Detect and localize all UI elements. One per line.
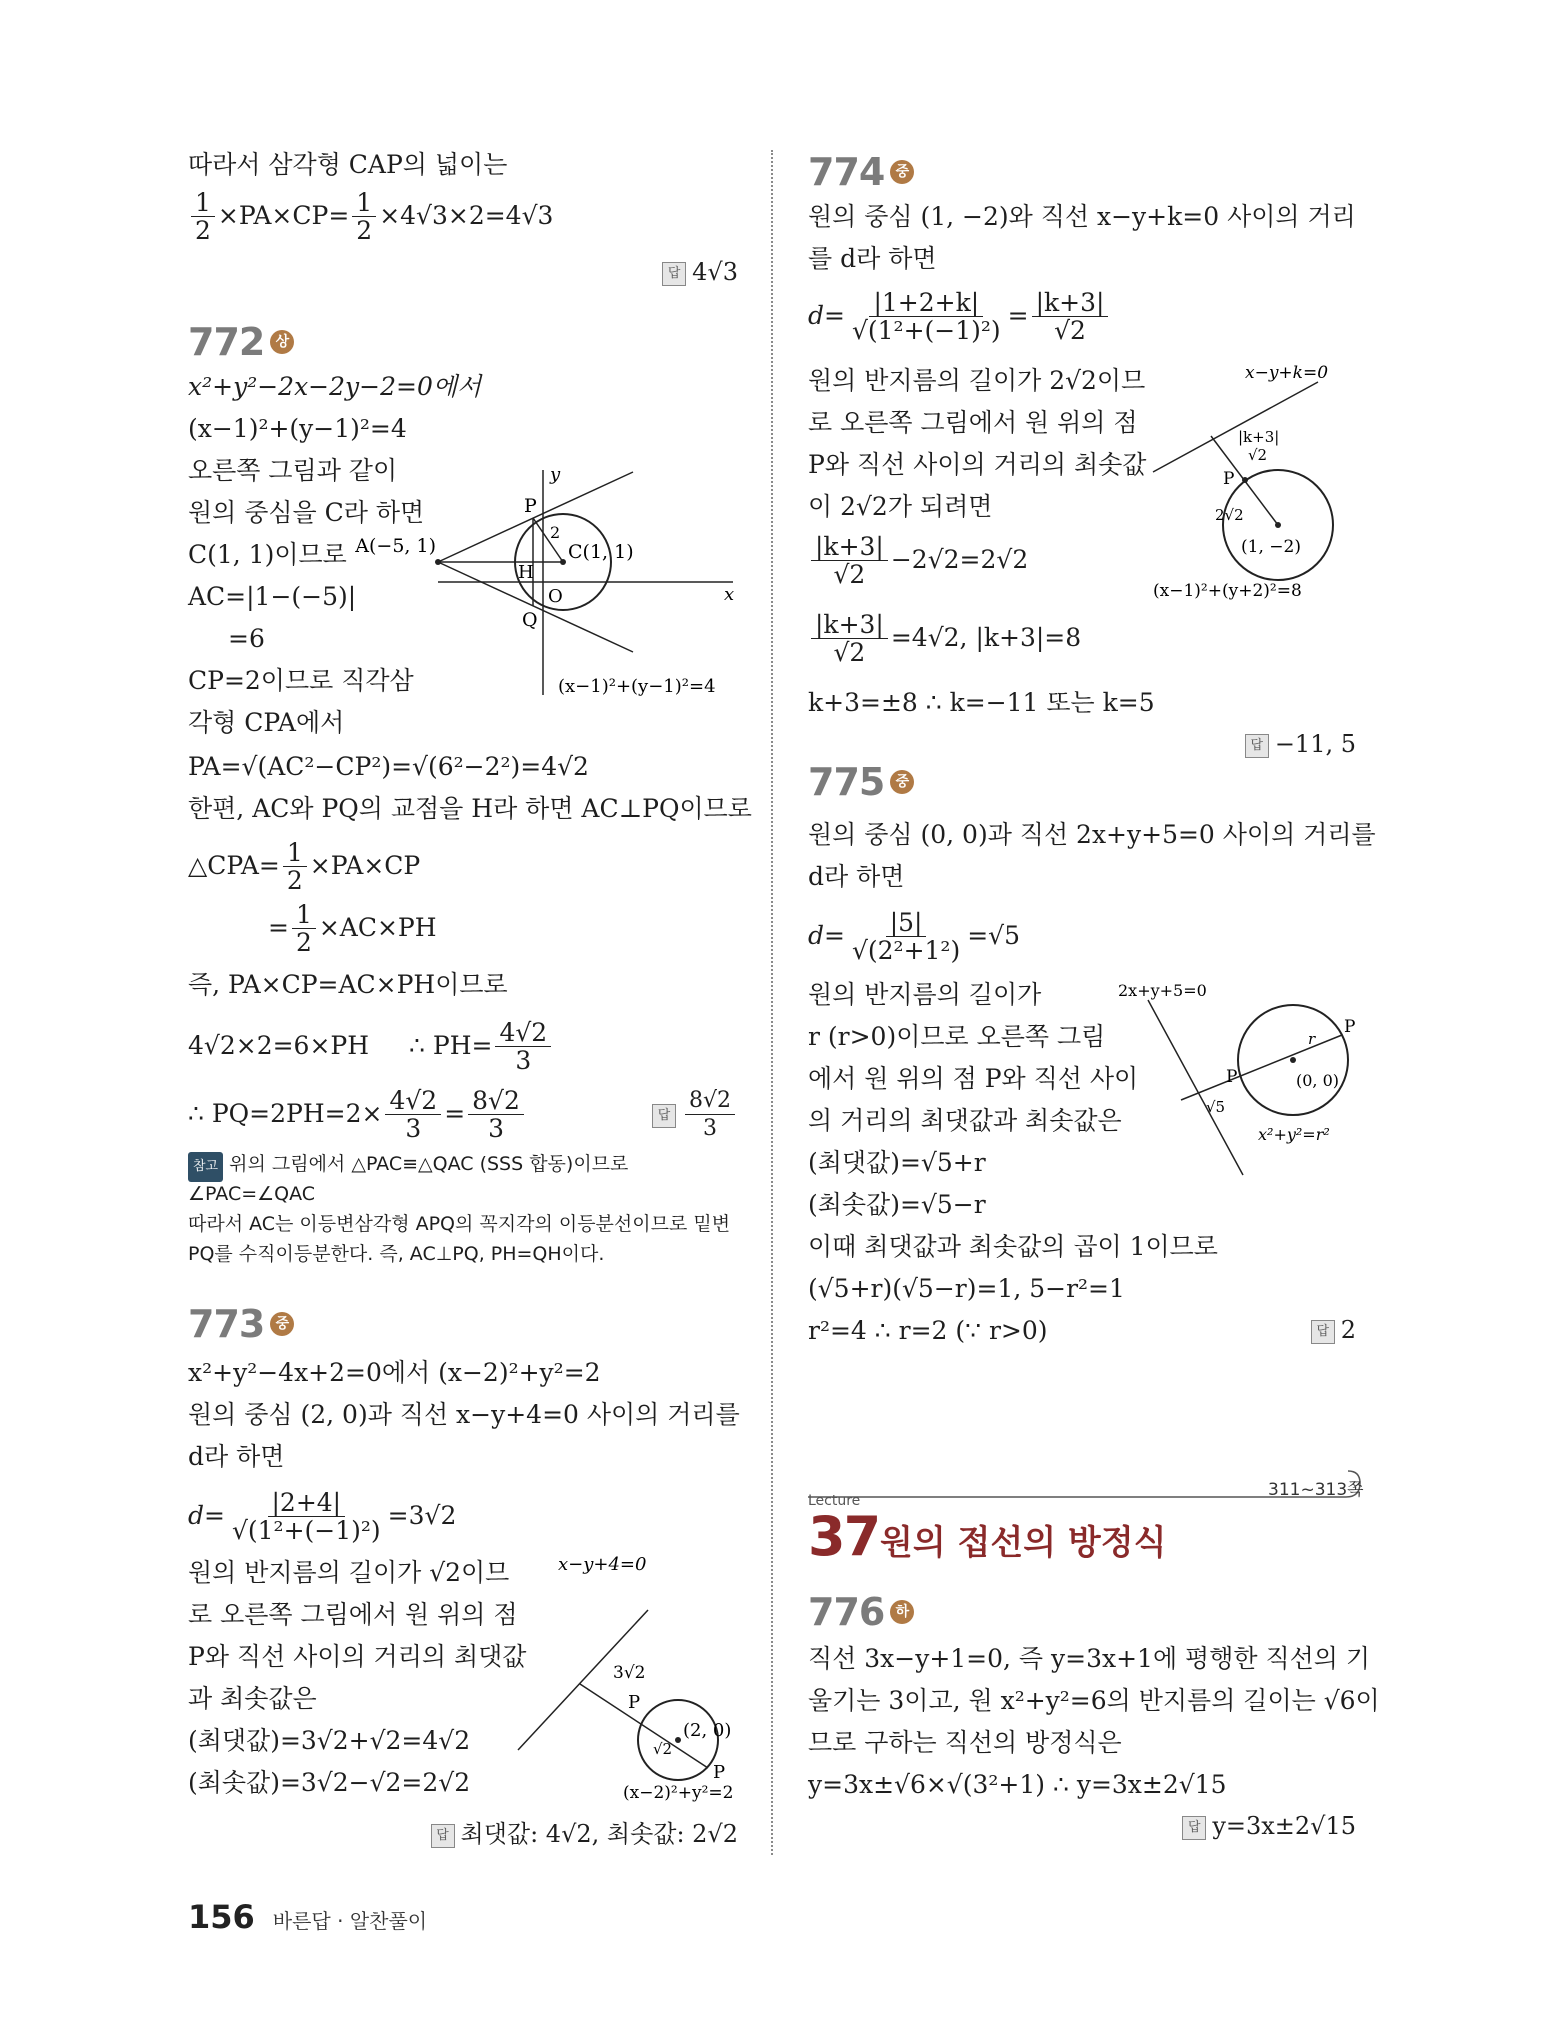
equation-line: d= $\frac{|1+2+k|}{\text{√(1²+(−1)²)}}$ = $\frac{|k+3|}{√2}$: [808, 290, 1111, 345]
text-line: =6: [228, 624, 265, 653]
lecture-pages: 311~313쪽: [1268, 1480, 1364, 1500]
problem-776-header: [808, 1590, 914, 1634]
answer: 답 최댓값: 4√2, 최솟값: 2√2: [431, 1814, 738, 1849]
center-775: [1290, 1057, 1296, 1063]
equation-line: d= $\frac{|5|}{\text{√(2²+1²)}}$ =√5: [808, 908, 1020, 965]
text-line: 로 오른쪽 그림에서 원 위의 점: [808, 408, 1138, 437]
label-y: y: [550, 464, 561, 485]
problem-772-header: [188, 320, 294, 364]
text-line: 따라서 삼각형 CAP의 넓이는: [188, 150, 508, 179]
text-line: 각형 CPA에서: [188, 708, 345, 737]
text-line: (최댓값)=3√2+√2=4√2: [188, 1726, 471, 1755]
answer: 답 2: [1311, 1316, 1356, 1344]
label-p: P: [1223, 469, 1235, 489]
label-center: (2, 0): [683, 1720, 732, 1741]
label-a: A(−5, 1): [355, 535, 436, 557]
note-line: PQ를 수직이등분한다. 즉, AC⊥PQ, PH=QH이다.: [188, 1243, 605, 1265]
text-line: C(1, 1)이므로: [188, 540, 347, 569]
text-line: 원의 반지름의 길이가 √2이므: [188, 1558, 510, 1587]
label-p2: P: [1226, 1067, 1238, 1087]
point-p-774: [1242, 477, 1248, 483]
tangent-aq: [438, 562, 633, 652]
text-line: (최솟값)=3√2−√2=2√2: [188, 1768, 471, 1797]
answer: 답 $\frac{8√2}{3}$: [652, 1088, 738, 1143]
label-r: √2: [653, 1740, 673, 1758]
note-line: ∠PAC=∠QAC: [188, 1183, 316, 1205]
text-line: (x−1)²+(y−1)²=4: [188, 414, 407, 443]
text-line: 원의 중심을 C라 하면: [188, 498, 425, 527]
equation-line: $\frac{1}{2}$ ×PA×CP= $\frac{1}{2}$ ×4√3×2=4√3: [188, 190, 553, 245]
text-line: r (r>0)이므로 오른쪽 그림: [808, 1022, 1106, 1051]
label-line: x−y+k=0: [1245, 363, 1329, 383]
note-line: 참고 위의 그림에서 △PAC≡△QAC (SSS 합동)이므로: [188, 1150, 628, 1182]
problem-number: 776: [808, 1590, 885, 1634]
text-line: 한편, AC와 PQ의 교점을 H라 하면 AC⊥PQ이므로: [188, 794, 752, 823]
label-dist: √5: [1206, 1098, 1226, 1116]
label-dist-d: √2: [1248, 446, 1268, 464]
line-775: [1148, 1000, 1243, 1175]
difficulty-badge: 중: [270, 1312, 294, 1336]
label-eq: (x−1)²+(y+2)²=8: [1153, 581, 1302, 601]
text-line: 원의 반지름의 길이가: [808, 980, 1042, 1009]
label-x: x: [724, 584, 735, 605]
lecture-label: Lecture: [808, 1493, 861, 1509]
figure-773: [518, 1550, 738, 1803]
perpendicular-775: [1181, 1035, 1342, 1100]
label-p1: P: [1344, 1017, 1356, 1037]
text-line: k+3=±8 ∴ k=−11 또는 k=5: [808, 688, 1155, 717]
text-line: 를 d라 하면: [808, 244, 937, 273]
text-line: (√5+r)(√5−r)=1, 5−r²=1: [808, 1274, 1125, 1303]
text-line: d라 하면: [188, 1442, 285, 1471]
text-line: 울기는 3이고, 원 x²+y²=6의 반지름의 길이는 √6이: [808, 1686, 1380, 1715]
lecture-number: 37: [808, 1505, 880, 1568]
text-line: 이때 최댓값과 최솟값의 곱이 1이므로: [808, 1232, 1218, 1261]
problem-number: 773: [188, 1302, 265, 1346]
text-line: x²+y²−2x−2y−2=0에서: [188, 372, 482, 401]
label-p2: P: [713, 1762, 726, 1783]
label-dist: 3√2: [613, 1663, 646, 1683]
label-h: H: [518, 562, 534, 583]
label-line: x−y+4=0: [558, 1554, 647, 1575]
text-line: 직선 3x−y+1=0, 즉 y=3x+1에 평행한 직선의 기: [808, 1644, 1370, 1673]
lecture-title: 원의 접선의 방정식: [880, 1523, 1167, 1563]
text-line: 므로 구하는 직선의 방정식은: [808, 1728, 1122, 1757]
label-center: (0, 0): [1296, 1071, 1340, 1090]
difficulty-badge: 중: [890, 770, 914, 794]
text-line: 오른쪽 그림과 같이: [188, 456, 398, 485]
problem-776: [808, 1590, 1380, 1850]
answer: 답 4√3: [662, 258, 738, 286]
text-line: d라 하면: [808, 862, 905, 891]
problem-775-header: [808, 760, 914, 804]
label-q: Q: [522, 609, 538, 631]
equation-line: d= $\frac{|2+4|}{\text{√(1²+(−1)²)}}$ =3√2: [188, 1488, 457, 1545]
column-divider: [771, 150, 773, 1855]
text-line: CP=2이므로 직각삼: [188, 666, 414, 695]
figure-774: [1153, 360, 1363, 600]
text-line: 의 거리의 최댓값과 최솟값은: [808, 1106, 1122, 1135]
line-774: [1153, 382, 1318, 472]
point-c: [560, 559, 566, 565]
equation-line: ∴ PQ=2PH=2× $\frac{4√2}{3}$ = $\frac{8√2}{3}$: [188, 1088, 527, 1143]
problem-number: 772: [188, 320, 265, 364]
label-dist-n: |k+3|: [1238, 428, 1280, 446]
label-eq: (x−2)²+y²=2: [623, 1783, 734, 1803]
text-line: 이 2√2가 되려면: [808, 492, 993, 521]
label-o: O: [548, 586, 563, 607]
book-label: 바른답 · 알찬풀이: [272, 1909, 428, 1933]
text-line: x²+y²−4x+2=0에서 (x−2)²+y²=2: [188, 1358, 601, 1387]
label-p1: P: [628, 1692, 641, 1713]
text-line: PA=√(AC²−CP²)=√(6²−2²)=4√2: [188, 752, 589, 781]
center-773: [675, 1737, 681, 1743]
text-line: (최솟값)=√5−r: [808, 1190, 986, 1219]
label-eq: x²+y²=r²: [1258, 1125, 1330, 1144]
text-line: 과 최솟값은: [188, 1684, 317, 1713]
answer: 답 y=3x±2√15: [1182, 1812, 1356, 1840]
figure-775: [1118, 980, 1358, 1180]
problem-number: 775: [808, 760, 885, 804]
text-line: 원의 중심 (0, 0)과 직선 2x+y+5=0 사이의 거리를: [808, 820, 1376, 849]
point-a: [435, 559, 441, 565]
text-line: y=3x±√6×√(3²+1) ∴ y=3x±2√15: [808, 1770, 1227, 1799]
answer: 답 −11, 5: [1245, 730, 1356, 758]
text-line: 에서 원 위의 점 P와 직선 사이: [808, 1064, 1139, 1093]
label-c: C(1, 1): [568, 541, 634, 563]
label-r: 2√2: [1215, 506, 1244, 524]
text-line: AC=|1−(−5)|: [188, 582, 357, 611]
equation-line: $\frac{|k+3|}{√2}$ −2√2=2√2: [808, 534, 1028, 589]
difficulty-badge: 상: [270, 330, 294, 354]
note-line: 따라서 AC는 이등변삼각형 APQ의 꼭지각의 이등분선이므로 밑변: [188, 1213, 731, 1235]
lecture-header: [808, 1465, 1370, 1585]
label-center: (1, −2): [1241, 537, 1301, 557]
label-r: 2: [550, 523, 561, 542]
text-line: 즉, PA×CP=AC×PH이므로: [188, 970, 508, 999]
center-774: [1275, 522, 1281, 528]
page-number: 156: [188, 1898, 255, 1936]
equation-line: 4√2×2=6×PH ∴ PH= $\frac{4√2}{3}$: [188, 1020, 554, 1075]
problem-774-header: [808, 150, 914, 194]
equation-line: $\frac{|k+3|}{√2}$ =4√2, |k+3|=8: [808, 612, 1081, 667]
text-line: 원의 중심 (1, −2)와 직선 x−y+k=0 사이의 거리: [808, 202, 1356, 231]
text-line: P와 직선 사이의 거리의 최댓값: [188, 1642, 527, 1671]
figure-772: [355, 460, 738, 700]
text-line: 로 오른쪽 그림에서 원 위의 점: [188, 1600, 518, 1629]
difficulty-badge: 중: [890, 160, 914, 184]
text-line: r²=4 ∴ r=2 (∵ r>0): [808, 1316, 1048, 1345]
label-r: r: [1308, 1030, 1316, 1048]
label-p: P: [524, 495, 537, 517]
equation-line: △CPA= $\frac{1}{2}$ ×PA×CP: [188, 838, 421, 895]
text-line: 원의 중심 (2, 0)과 직선 x−y+4=0 사이의 거리를: [188, 1400, 740, 1429]
problem-773-header: [188, 1302, 294, 1346]
equation-line: = $\frac{1}{2}$ ×AC×PH: [268, 900, 437, 957]
note-badge: 참고: [188, 1152, 223, 1182]
text-line: P와 직선 사이의 거리의 최솟값: [808, 450, 1147, 479]
label-eq: (x−1)²+(y−1)²=4: [558, 676, 716, 697]
page-footer: [188, 1898, 427, 1936]
difficulty-badge: 하: [890, 1600, 914, 1624]
problem-number: 774: [808, 150, 885, 194]
text-line: 원의 반지름의 길이가 2√2이므: [808, 366, 1146, 395]
label-line: 2x+y+5=0: [1118, 981, 1207, 1000]
text-line: (최댓값)=√5+r: [808, 1148, 986, 1177]
